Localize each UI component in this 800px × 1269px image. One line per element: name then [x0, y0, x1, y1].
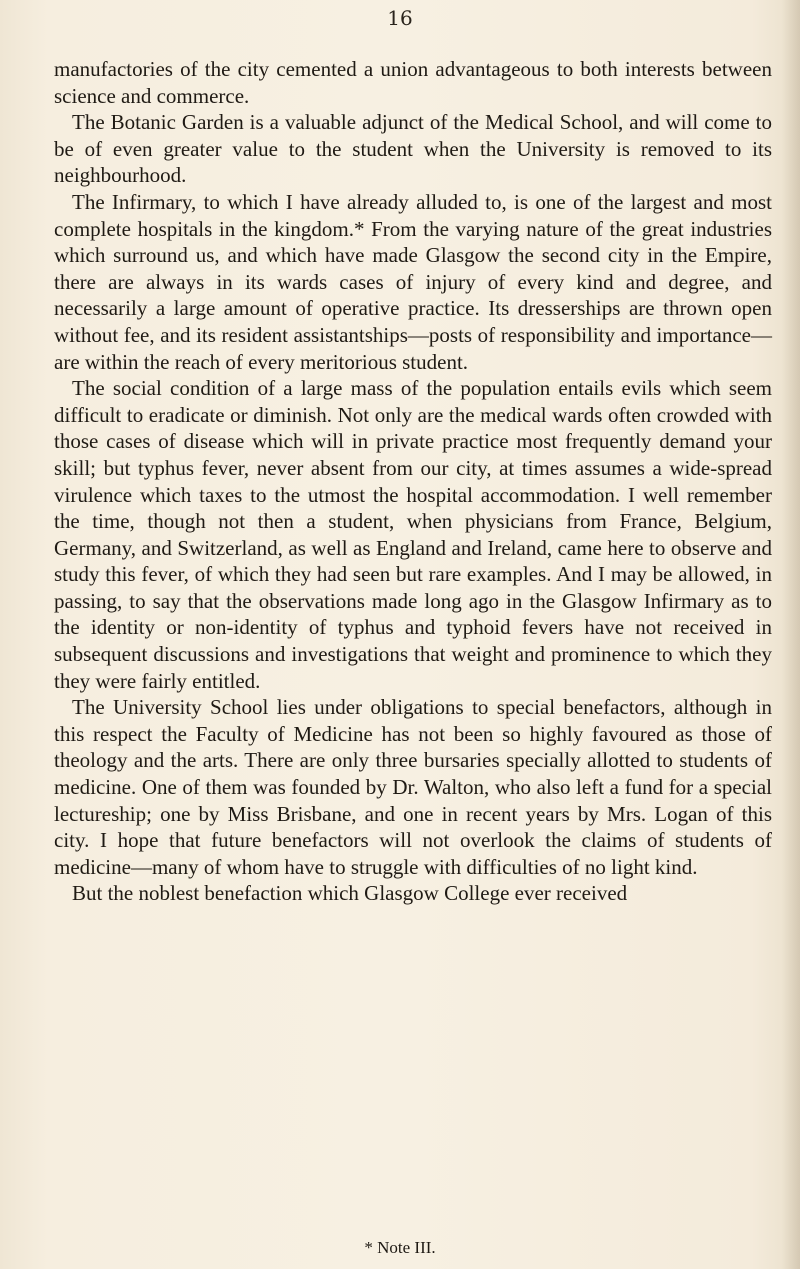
page-number: 16 [387, 6, 413, 30]
paragraph-3: The Infirmary, to which I have already alluded to, is one of the largest and most complete hospitals in the kingdom.* From the varying nature of the great industries which surround us, and which have made Glasgow the second city in the Empire, there are always in its wards cases of injury of every kind and degree, and necessarily a large amount of operative practice. Its dresserships are thrown open without fee, and its resident assistantships—posts of responsibility and importance—are within the reach of every meritorious student. [54, 189, 772, 374]
paragraph-6: But the noblest benefaction which Glasgow College ever received [72, 881, 628, 906]
paragraph-5: The University School lies under obligations to special benefactors, although in this respect the Faculty of Medicine has not been so highly favoured as those of theology and the arts. There are only three bursaries specially allotted to students of medicine. One of them was founded by Dr. Walton, who also left a fund for a special lectureship; one by Miss Brisbane, and one in recent years by Mrs. Logan of this city. I hope that future benefactors will not overlook the claims of students of medicine—many of whom have to struggle with difficulties of no light kind. [54, 695, 772, 879]
page-edge-shadow [782, 0, 800, 1269]
paragraph-2: The Botanic Garden is a valuable adjunct of the Medical School, and will come to be of even greater value to the student when the University is removed to its neighbourhood. [54, 110, 772, 188]
body-text [54, 56, 772, 907]
paragraph-1: manufactories of the city cemented a union advantageous to both interests between science and commerce. [54, 57, 772, 108]
paragraph-4: The social condition of a large mass of the population entails evils which seem difficult to eradicate or diminish. Not only are the medical wards often crowded with those cases of disease which will in private practice most frequently demand your skill; but typhus fever, never absent from our city, at times assumes a wide-spread virulence which taxes to the utmost the hospital accommodation. I well remember the time, though not then a student, when physicians from France, Belgium, Germany, and Switzerland, as well as England and Ireland, came here to observe and study this fever, of which they had seen but rare examples. And I may be allowed, in passing, to say that the observations made long ago in the Glasgow Infirmary as to the identity or non-identity of typhus and typhoid fevers have not received in subsequent discussions and investigations that weight and prominence to which they they were fairly entitled. [54, 376, 772, 693]
footnote: * Note III. [364, 1238, 436, 1257]
